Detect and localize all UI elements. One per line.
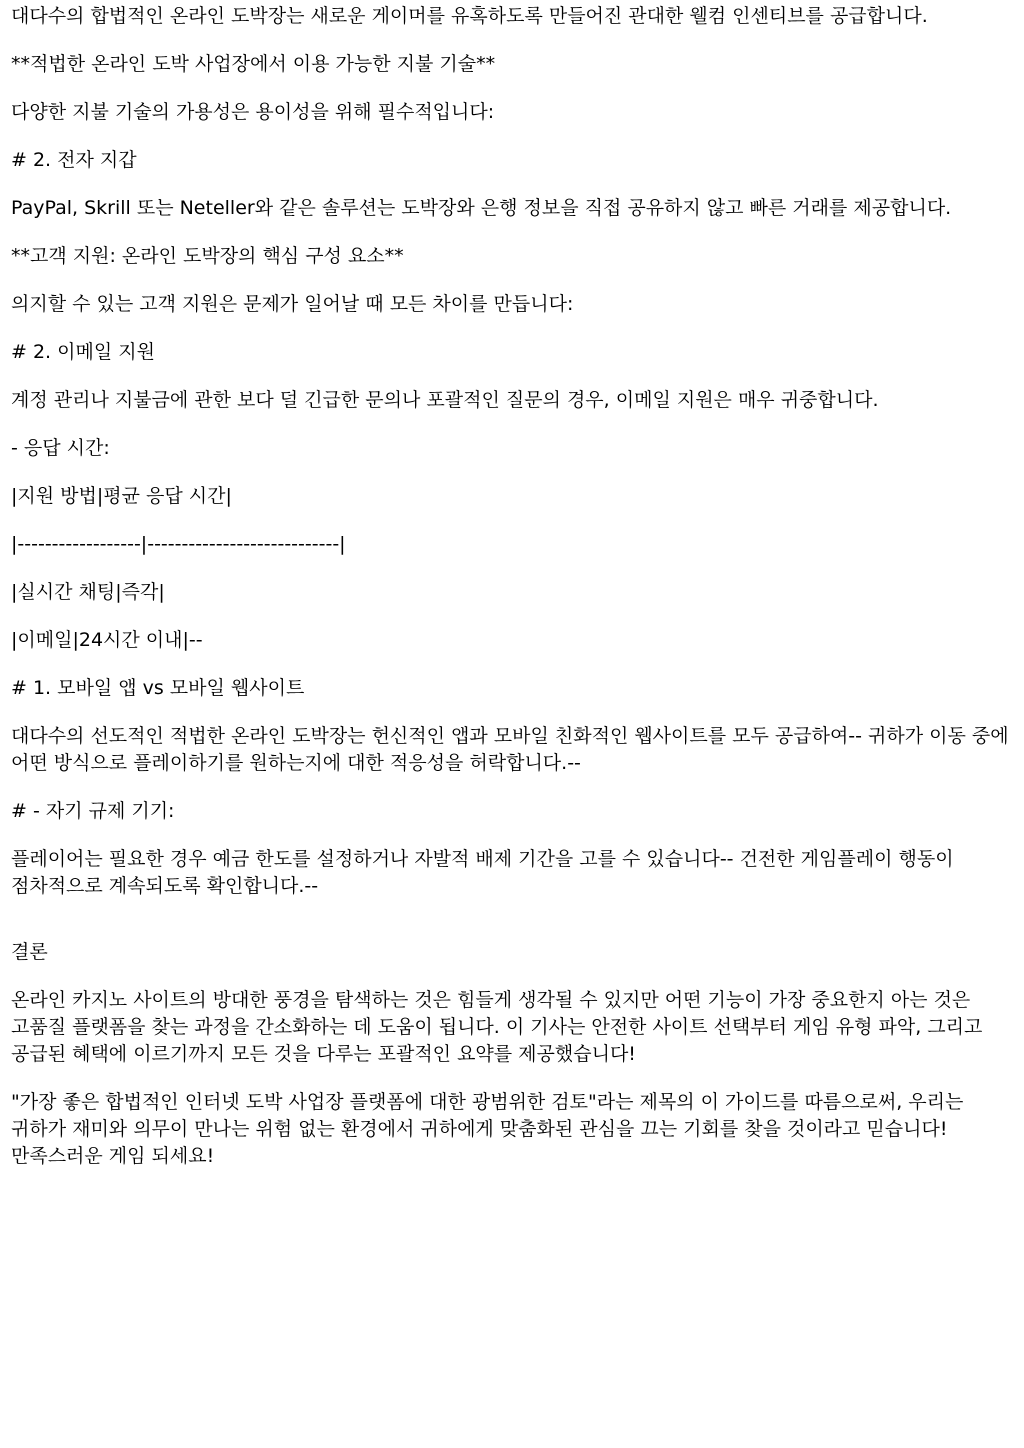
self-regulation-heading: # - 자기 규제 기기:: [11, 800, 175, 822]
intro-paragraph: 대다수의 합법적인 온라인 도박장는 새로운 게이머를 유혹하도록 만들어진 관대한 웰컴 인센티브를 공급합니다.: [11, 5, 928, 27]
table-row-email: |이메일|24시간 이내|--: [11, 629, 203, 651]
ewallet-heading: # 2. 전자 지갑: [11, 149, 137, 171]
table-row-live-chat: |실시간 채팅|즉각|: [11, 581, 165, 603]
support-intro: 의지할 수 있는 고객 지원은 문제가 일어날 때 모든 차이를 만듭니다:: [11, 293, 574, 315]
table-header-row: |지원 방법|평균 응답 시간|: [11, 485, 232, 507]
mobile-heading: # 1. 모바일 앱 vs 모바일 웹사이트: [11, 677, 305, 699]
conclusion-heading: 결론: [11, 941, 48, 963]
mobile-paragraph: 대다수의 선도적인 적법한 온라인 도박장는 헌신적인 앱과 모바일 친화적인 웹사이트를 모두 공급하여-- 귀하가 이동 중에 어떤 방식으로 플레이하기를 원하는지에 대한 적응성을 허락합니다.--: [11, 725, 1009, 774]
payment-heading: **적법한 온라인 도박 사업장에서 이용 가능한 지불 기술**: [11, 53, 496, 75]
self-regulation-paragraph: 플레이어는 필요한 경우 예금 한도를 설정하거나 자발적 배제 기간을 고를 수 있습니다-- 건전한 게임플레이 행동이 점차적으로 계속되도록 확인합니다.--: [11, 848, 954, 897]
email-support-paragraph: 계정 관리나 지불금에 관한 보다 덜 긴급한 문의나 포괄적인 질문의 경우, 이메일 지원은 매우 귀중합니다.: [11, 389, 879, 411]
email-support-heading: # 2. 이메일 지원: [11, 341, 155, 363]
conclusion-paragraph: 온라인 카지노 사이트의 방대한 풍경을 탐색하는 것은 힘들게 생각될 수 있지만 어떤 기능이 가장 중요한지 아는 것은 고품질 플랫폼을 찾는 과정을 간소화하는 데 도움이 됩니다. 이 기사는 안전한 사이트 선택부터 게임 유형 파악, 그리고 공급된 혜택에 이르기까지 모든 것을 다루는 포괄적인 요약를 제공했습니다!: [11, 989, 983, 1065]
response-time-label: - 응답 시간:: [11, 437, 110, 459]
support-heading: **고객 지원: 온라인 도박장의 핵심 구성 요소**: [11, 245, 404, 267]
document-body: [11, 3, 1015, 1170]
payment-intro: 다양한 지불 기술의 가용성은 용이성을 위해 필수적입니다:: [11, 101, 495, 123]
ewallet-paragraph: PayPal, Skrill 또는 Neteller와 같은 솔루션는 도박장와 은행 정보을 직접 공유하지 않고 빠른 거래를 제공합니다.: [11, 197, 952, 219]
table-separator-row: |------------------|----------------------------|: [11, 533, 346, 555]
closing-paragraph: "가장 좋은 합법적인 인터넷 도박 사업장 플랫폼에 대한 광범위한 검토"라는 제목의 이 가이드를 따름으로써, 우리는 귀하가 재미와 의무이 만나는 위험 없는 환경에서 귀하에게 맞춤화된 관심을 끄는 기회를 찾을 것이라고 믿습니다! 만족스러운 게임 되세요!: [11, 1091, 964, 1167]
